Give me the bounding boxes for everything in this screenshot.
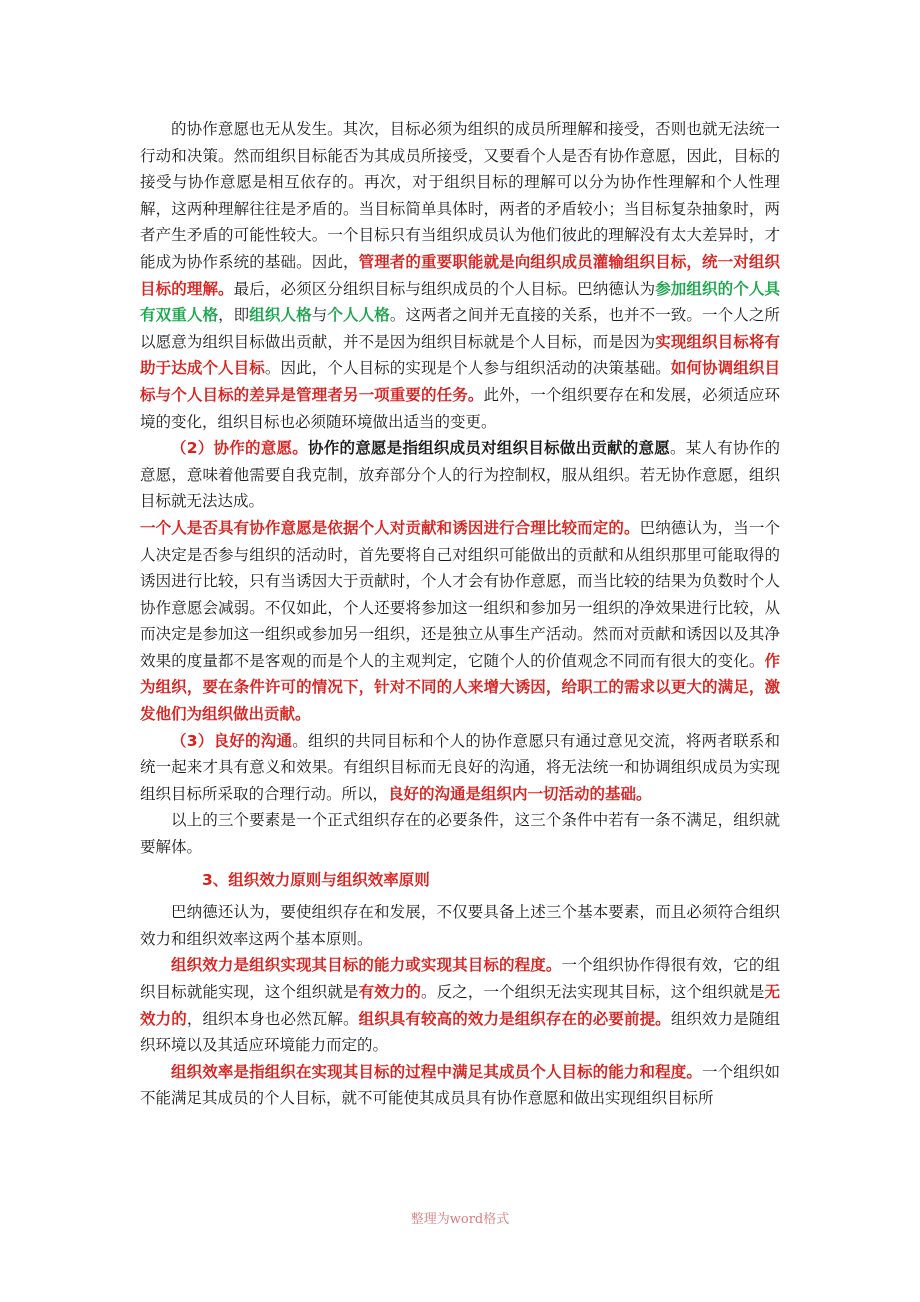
- highlight-red: 组织效率是指组织在实现其目标的过程中满足其成员个人目标的能力和程度。: [171, 1062, 703, 1081]
- highlight-red: 无效力的: [140, 983, 780, 1028]
- paragraph-willingness: （2）协作的意愿。协作的意愿是指组织成员对组织目标做出贡献的意愿。某人有协作的意愿，意味着他需要自我克制，放弃部分个人的行为控制权，服从组织。若无协作意愿，组织目标就无法达成。: [140, 439, 780, 511]
- section-heading: 3、组织效力原则与组织效率原则: [202, 870, 430, 889]
- paragraph-goal-understanding: 的协作意愿也无从发生。其次，目标必须为组织的成员所理解和接受，否则也就无法统一行动和决策。然而组织目标能否为其成员所接受，又要看个人是否有协作意愿，因此，目标的接受与协作意愿是相互依存的。再次，对于组织目标的理解可以分为协作性理解和个人性理解，这两种理解往往是矛盾的。当目标简单具体时，两者的矛盾较小；当目标复杂抽象时，两者产生矛盾的可能性较大。一个目标只有当组织成员认为他们彼此的理解没有太大差异时，才能成为协作系统的基础。因此，管理者的重要职能就是向组织成员灌输组织目标，统一对组织目标的理解。最后，必须区分组织目标与组织成员的个人目标。巴纳德认为参加组织的个人具有双重人格，即组织人格与个人人格。这两者之间并无直接的关系，也并不一致。一个人之所以愿意为组织目标做出贡献，并不是因为组织目标就是个人目标，而是因为实现组织目标将有助于达成个人目标。因此，个人目标的实现是个人参与组织活动的决策基础。如何协调组织目标与个人目标的差异是管理者另一项重要的任务。此外，一个组织要存在和发展，必须适应环境的变化，组织目标也必须随环境做出适当的变更。: [140, 120, 780, 431]
- paragraph-three-elements: 以上的三个要素是一个正式组织存在的必要条件，这三个条件中若有一条不满足，组织就要解体。: [140, 811, 780, 857]
- highlight-red: 一个人是否具有协作意愿是依据个人对贡献和诱因进行合理比较而定的。: [140, 518, 640, 537]
- document-body: [140, 116, 780, 1112]
- section-label: （3）良好的沟通: [171, 731, 293, 750]
- highlight-green: 个人人格: [327, 306, 390, 325]
- paragraph-incentive: 一个人是否具有协作意愿是依据个人对贡献和诱因进行合理比较而定的。巴纳德认为，当一个人决定是否参与组织的活动时，首先要将自己对组织可能做出的贡献和从组织那里可能取得的诱因进行比较，只有当诱因大于贡献时，个人才会有协作意愿，而当比较的结果为负数时个人协作意愿会减弱。不仅如此，个人还要将参加这一组织和参加另一组织的净效果进行比较，从而决定是参加这一组织或参加另一组织，还是独立从事生产活动。然而对贡献和诱因以及其净效果的度量都不是客观的而是个人的主观判定，它随个人的价值观念不同而有很大的变化。作为组织，要在条件许可的情况下，针对不同的人来增大诱因，给职工的需求以更大的满足，激发他们为组织做出贡献。: [140, 518, 780, 724]
- paragraph-effectiveness: 组织效力是组织实现其目标的能力或实现其目标的程度。一个组织协作得很有效，它的组织目标就能实现，这个组织就是有效力的。反之，一个组织无法实现其目标，这个组织就是无效力的，组织本身也必然瓦解。组织具有较高的效力是组织存在的必要前提。组织效力是随组织环境以及其适应环境能力而定的。: [140, 956, 780, 1055]
- highlight-red: 如何协调组织目标与个人目标的差异是管理者另一项重要的任务。: [140, 359, 780, 404]
- highlight-red: 管理者的重要职能就是向组织成员灌输组织目标，统一对组织目标的理解。: [140, 252, 780, 298]
- paragraph-communication: （3）良好的沟通。组织的共同目标和个人的协作意愿只有通过意见交流，将两者联系和统一起来才具有意义和效果。有组织目标而无良好的沟通，将无法统一和协调组织成员为实现组织目标所采取的合理行动。所以，良好的沟通是组织内一切活动的基础。: [140, 731, 780, 803]
- highlight-green: 参加组织的个人具有双重人格: [140, 279, 780, 325]
- highlight-bold: 协作的意愿是指组织成员对组织目标做出贡献的意愿: [307, 439, 671, 458]
- paragraph-principles: 巴纳德还认为，要使组织存在和发展，不仅要具备上述三个基本要素，而且必须符合组织效力和组织效率这两个基本原则。: [140, 903, 780, 948]
- highlight-red: 良好的沟通是组织内一切活动的基础。: [388, 784, 652, 803]
- highlight-red: 实现组织目标将有助于达成个人目标: [140, 332, 780, 378]
- highlight-red: 作为组织，要在条件许可的情况下，针对不同的人来增大诱因，给职工的需求以更大的满足，激发他们为组织做出贡献。: [140, 651, 780, 724]
- highlight-green: 组织人格: [249, 306, 312, 325]
- highlight-red: 组织具有较高的效力是组织存在的必要前提。: [358, 1009, 671, 1028]
- page-footer: 整理为word格式: [410, 1212, 510, 1227]
- section-label: （2）协作的意愿。: [171, 439, 308, 458]
- paragraph-efficiency: 组织效率是指组织在实现其目标的过程中满足其成员个人目标的能力和程度。一个组织如不能满足其成员的个人目标，就不可能使其成员具有协作意愿和做出实现组织目标所: [140, 1062, 780, 1108]
- highlight-red: 有效力的: [358, 983, 422, 1001]
- highlight-red: 组织效力是组织实现其目标的能力或实现其目标的程度。: [171, 956, 562, 975]
